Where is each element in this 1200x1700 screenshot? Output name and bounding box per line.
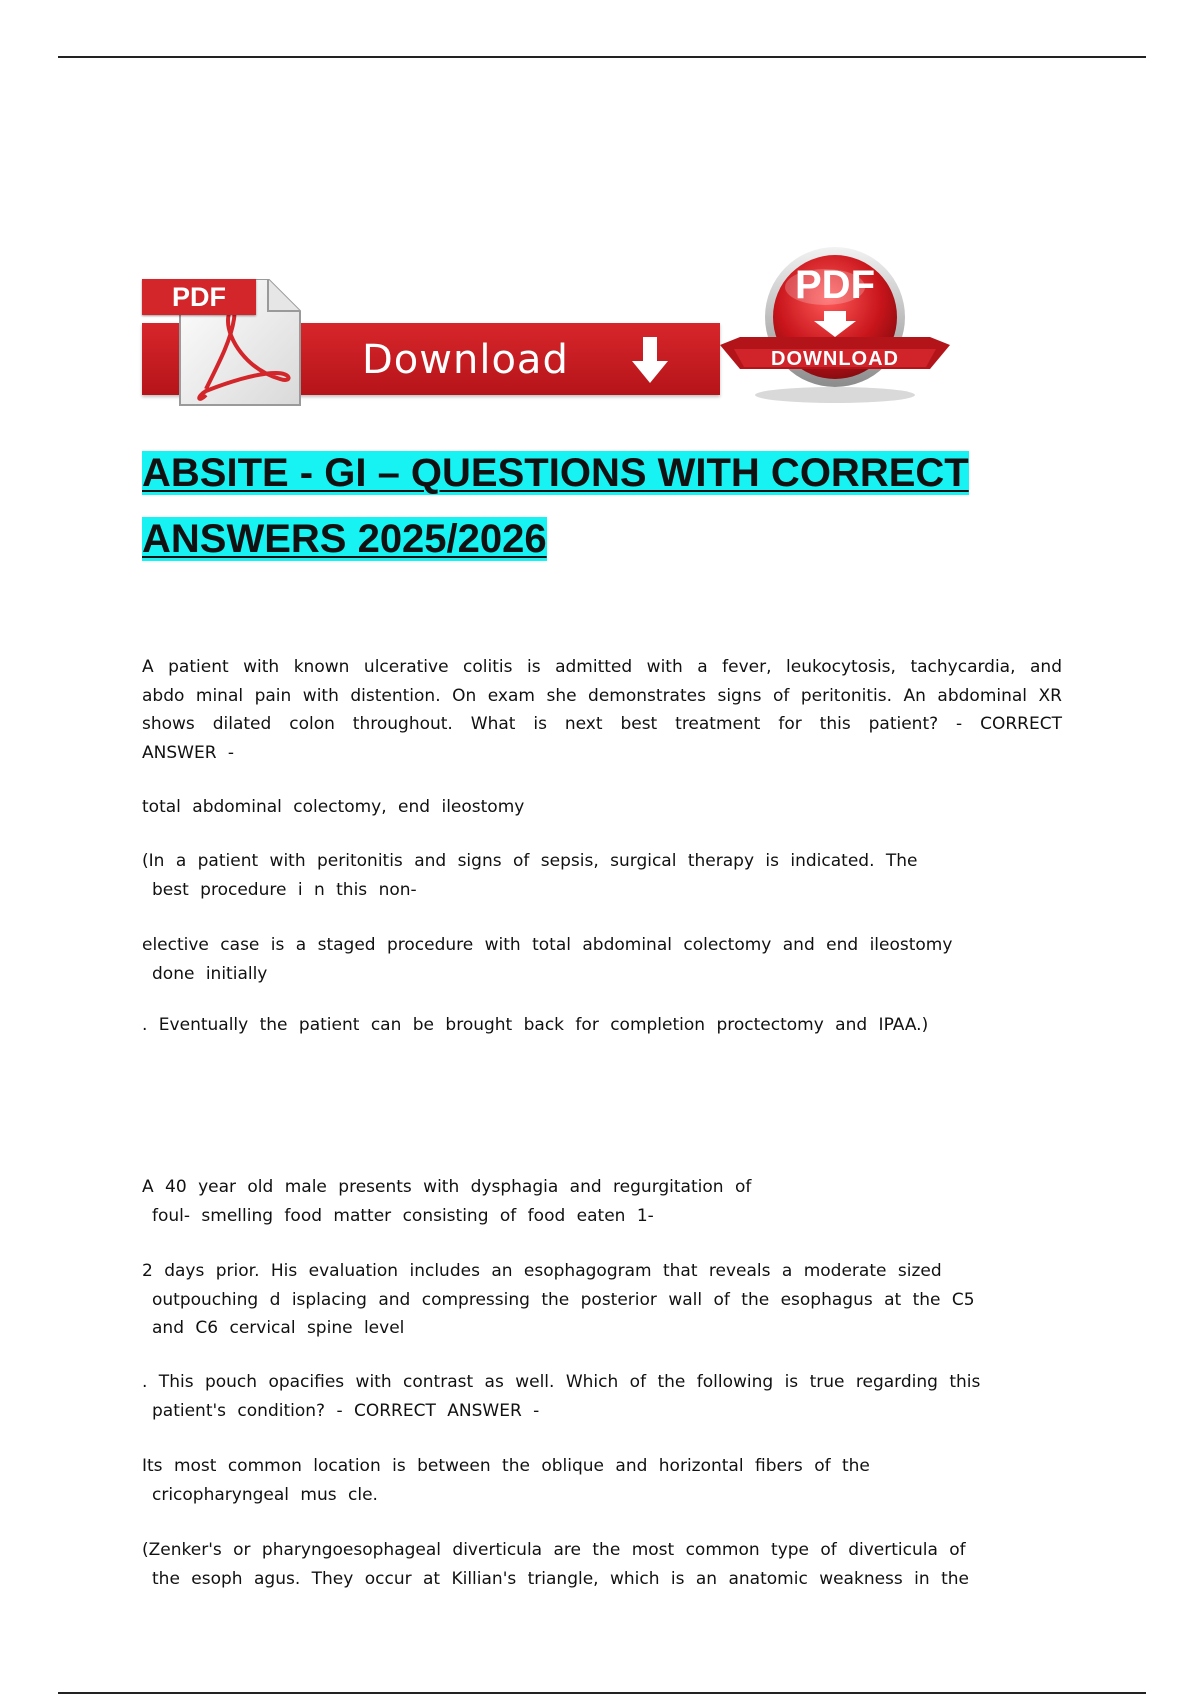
answer-2-line1: Its most common location is between the oblique and horizontal fibers of the — [142, 1456, 870, 1476]
title-line-1: ABSITE - GI – QUESTIONS WITH CORRECT — [142, 451, 969, 495]
badge-download-label: DOWNLOAD — [771, 348, 899, 370]
explanation-1a-line1: (In a patient with peritonitis and signs of sepsis, surgical therapy is indicated. The — [142, 851, 918, 871]
pdf-tag: PDF — [142, 279, 256, 315]
answer-2-line2: cricopharyngeal mus cle. — [152, 1484, 378, 1505]
explanation-1b — [142, 931, 1062, 988]
question-2b-line3: and C6 cervical spine level — [152, 1318, 405, 1338]
explanation-2-line1: (Zenker's or pharyngoesophageal diverticula are the most common type of diverticula of — [142, 1540, 966, 1560]
answer-1: total abdominal colectomy, end ileostomy — [142, 797, 525, 817]
answer-2 — [142, 1452, 1062, 1509]
explanation-1a-line2: best procedure i n this non- — [152, 879, 417, 900]
question-2c — [142, 1368, 1062, 1425]
page-title — [142, 440, 1062, 572]
download-label[interactable]: Download — [362, 337, 569, 383]
question-2b-line2: outpouching d isplacing and compressing the posterior wall of the esophagus at the C5 — [152, 1289, 975, 1310]
explanation-2-line2: the esoph agus. They occur at Killian's triangle, which is an anatomic weakness in the — [152, 1568, 969, 1589]
explanation-1b-line2: done initially — [152, 963, 268, 984]
question-2b — [142, 1257, 1062, 1343]
question-2c-line1: . This pouch opacifies with contrast as well. Which of the following is true regarding this — [142, 1372, 981, 1392]
question-2b-line1: 2 days prior. His evaluation includes an esophagogram that reveals a moderate sized — [142, 1261, 942, 1281]
question-2a — [142, 1173, 1062, 1230]
question-2a-line1: A 40 year old male presents with dysphagia and regurgitation of — [142, 1177, 752, 1197]
explanation-2 — [142, 1536, 1062, 1593]
question-2c-line2: patient's condition? - CORRECT ANSWER - — [152, 1400, 540, 1421]
title-line-2: ANSWERS 2025/2026 — [142, 517, 547, 561]
badge-pdf-label: PDF — [795, 263, 875, 307]
question-1: A patient with known ulcerative colitis is admitted with a fever, leukocytosis, tachycardia, and abdo minal pain with distention. On exam she demonstrates signs of peritonitis. An abdominal XR shows dilated colon throughout. What is next best treatment for this patient? - CORRECT ANSWER - — [142, 657, 1062, 763]
bottom-rule — [58, 1692, 1146, 1694]
top-rule — [58, 56, 1146, 58]
download-banner[interactable] — [142, 245, 952, 405]
explanation-1b-line1: elective case is a staged procedure with total abdominal colectomy and end ileostomy — [142, 935, 953, 955]
explanation-1c: . Eventually the patient can be brought back for completion proctectomy and IPAA.) — [142, 1015, 929, 1035]
download-arrow-icon — [630, 337, 670, 385]
pdf-download-badge[interactable] — [720, 245, 950, 405]
explanation-1a — [142, 847, 1062, 904]
question-2a-line2: foul- smelling food matter consisting of food eaten 1- — [152, 1205, 654, 1226]
